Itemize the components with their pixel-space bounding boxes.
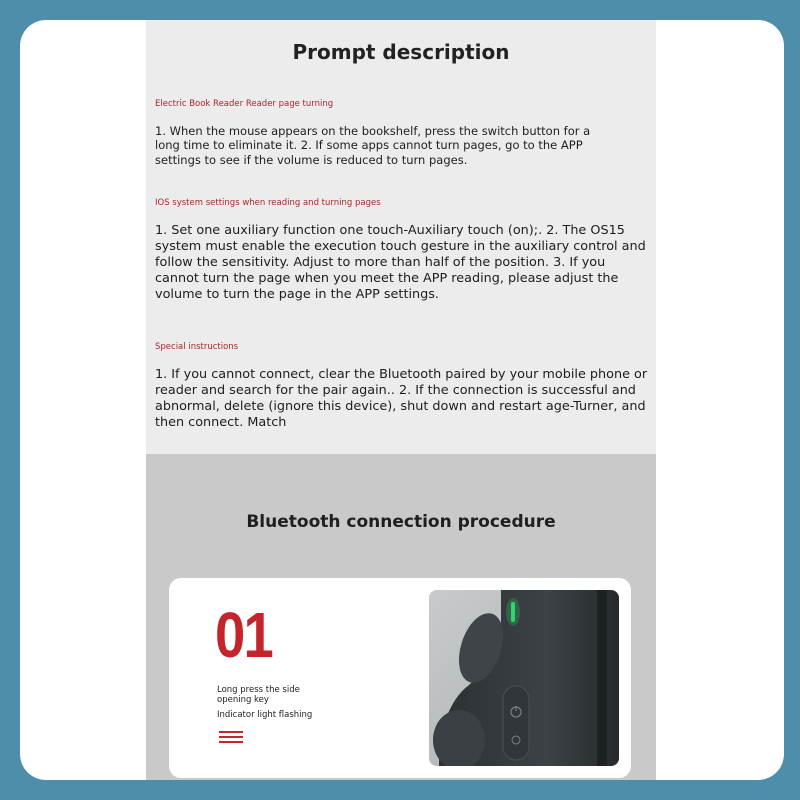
page-title: Prompt description bbox=[292, 40, 510, 64]
step-number: 01 bbox=[215, 599, 273, 671]
section-body-special: 1. If you cannot connect, clear the Bluetooth paired by your mobile phone or reader and search for the pair again.. 2. If the connection is successful and abnormal, delete (ignore this device), shut down and restart age-Turner, and then connect. Match bbox=[155, 367, 648, 430]
section-body-page-turning: 1. When the mouse appears on the bookshelf, press the switch button for a long time to eliminate it. 2. If some apps cannot turn pages, go to the APP settings to see if the volume is reduced to turn pages. bbox=[155, 124, 591, 167]
device-illustration bbox=[429, 590, 619, 766]
product-info-page bbox=[146, 20, 656, 780]
menu-lines-icon bbox=[219, 731, 243, 745]
step-card bbox=[169, 578, 631, 778]
content-frame bbox=[20, 20, 784, 780]
section-heading-special: Special instructions bbox=[155, 342, 239, 352]
step-result: Indicator light flashing bbox=[217, 710, 313, 720]
bluetooth-procedure-section bbox=[146, 454, 656, 780]
page-turner-device-photo bbox=[429, 590, 619, 766]
step-instruction: Long press the side opening key bbox=[217, 685, 300, 706]
procedure-title: Bluetooth connection procedure bbox=[246, 512, 556, 532]
section-body-ios-settings: 1. Set one auxiliary function one touch-Auxiliary touch (on);. 2. The OS15 system must enable the execution touch gesture in the auxiliary control and follow the sensitivity. Adjust to more than half of the position. 3. If you cannot turn the page when you meet the APP reading, please adjust the volume to turn the page in the APP settings. bbox=[155, 223, 646, 302]
section-heading-ios-settings: IOS system settings when reading and turning pages bbox=[155, 198, 381, 208]
section-heading-page-turning: Electric Book Reader Reader page turning bbox=[155, 99, 334, 109]
